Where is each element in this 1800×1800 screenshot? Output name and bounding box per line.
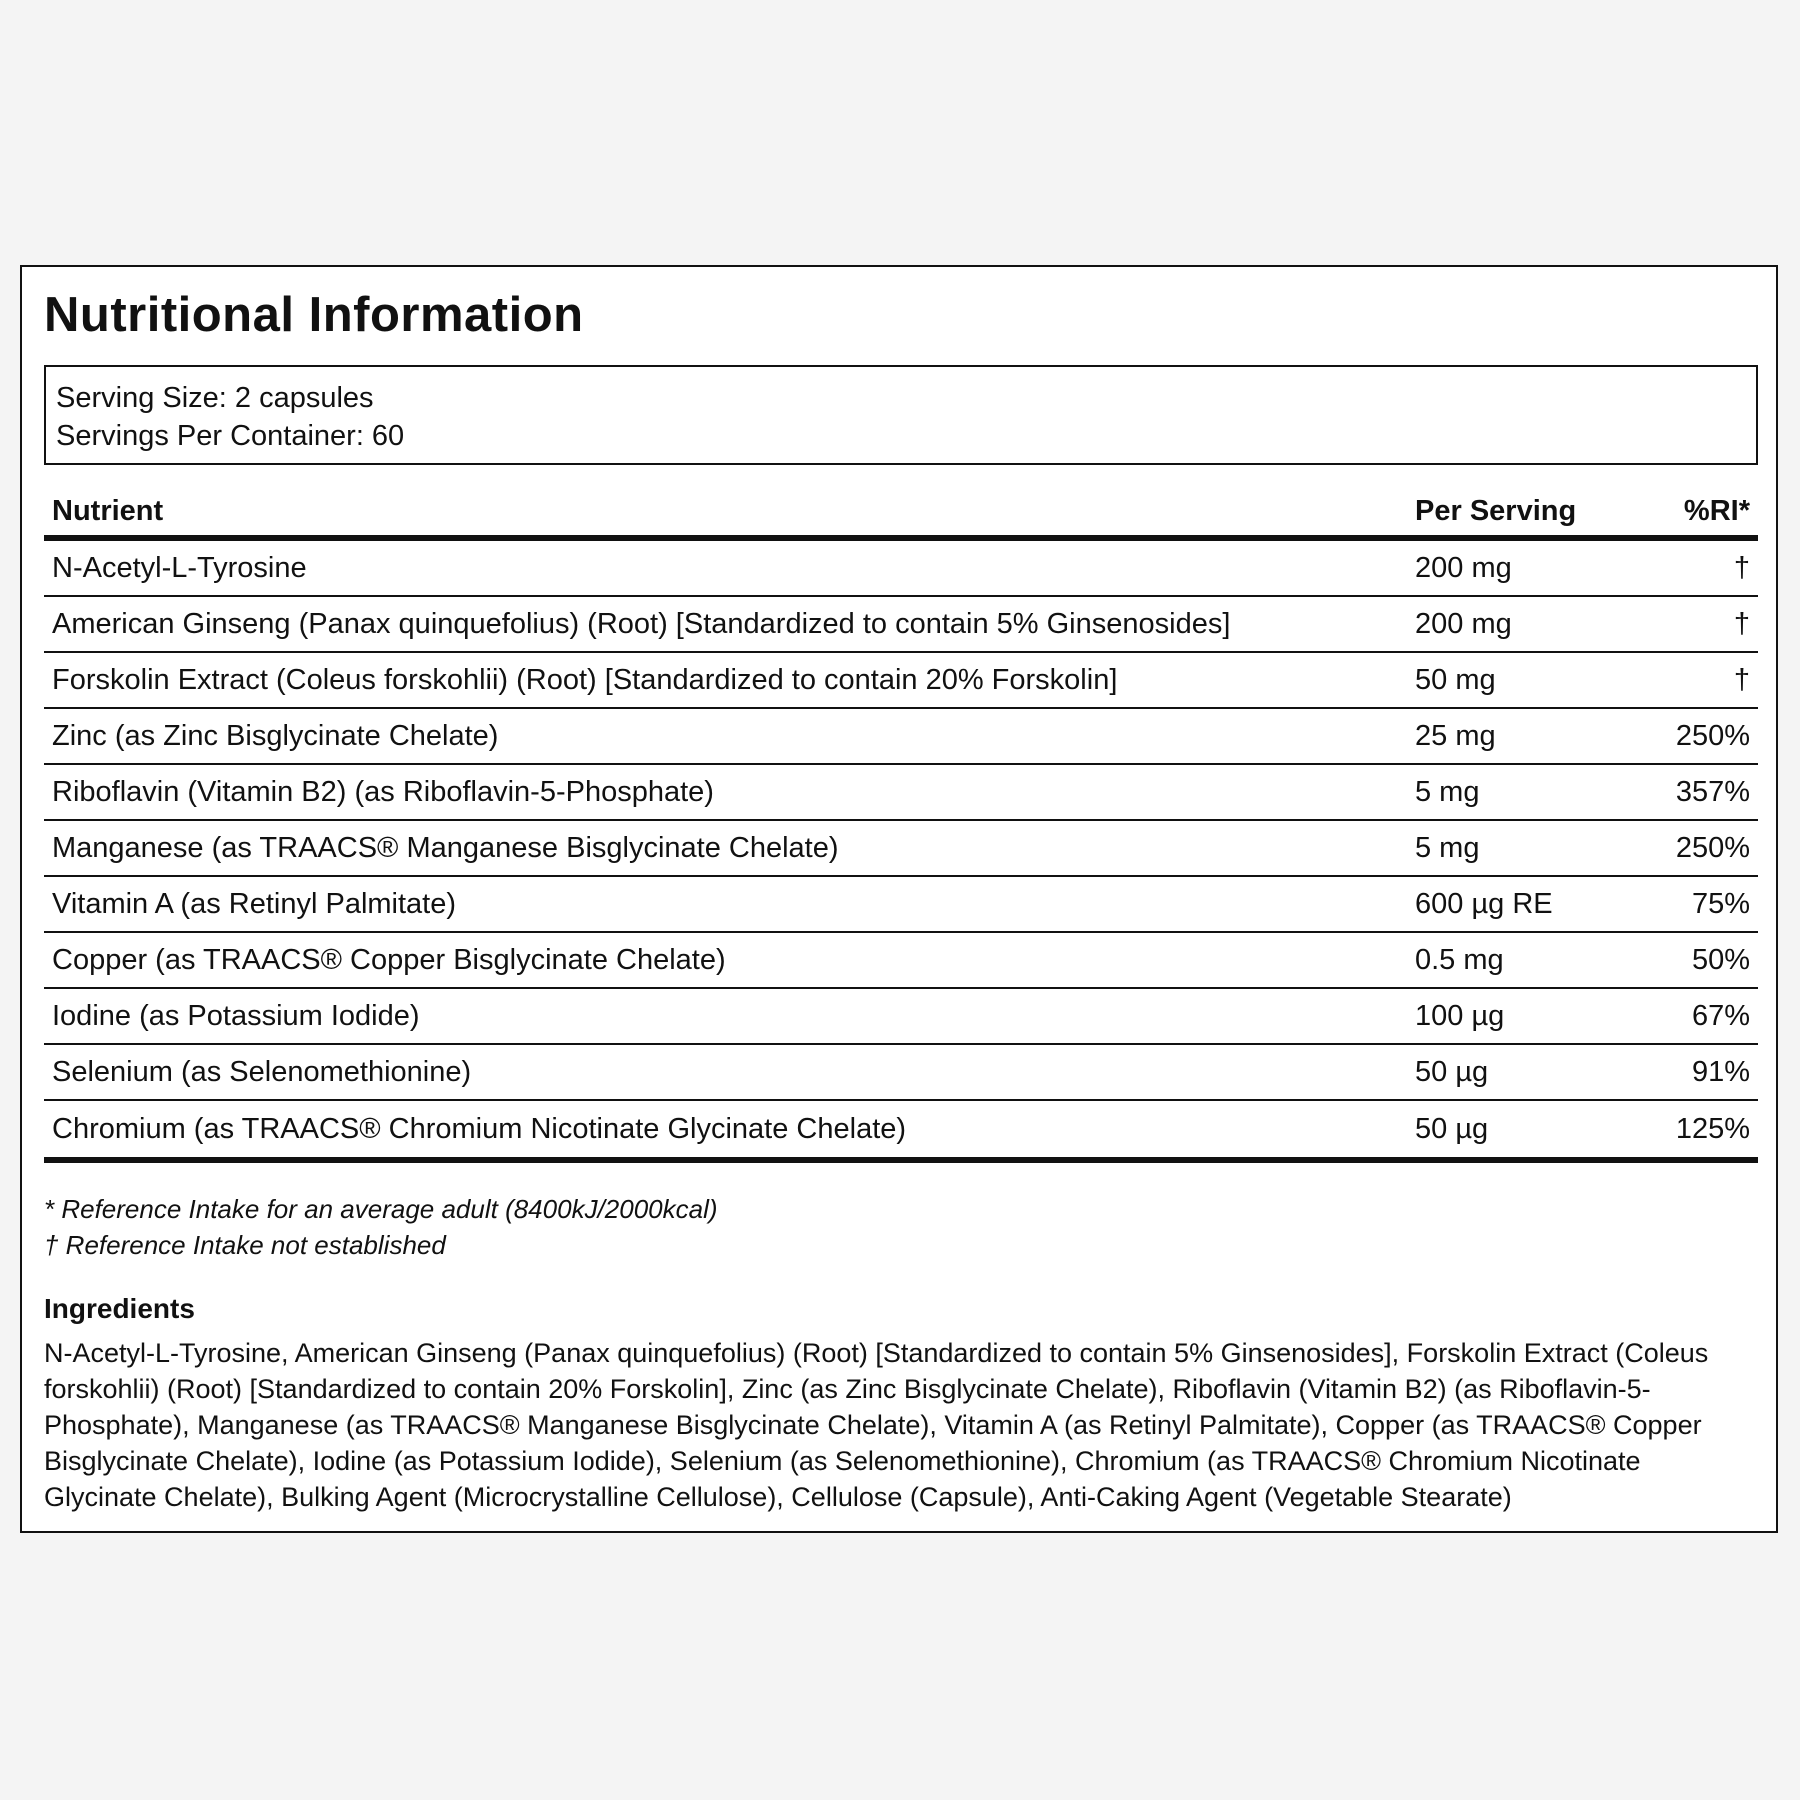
nutrient-name: Iodine (as Potassium Iodide) [52,999,420,1032]
footnotes [44,1191,718,1263]
table-row [44,1045,1758,1101]
table-header-row [44,487,1758,541]
nutrient-ri: 250% [1675,831,1750,864]
nutrient-ri: † [1733,607,1750,640]
nutrient-name: N-Acetyl-L-Tyrosine [52,551,307,584]
header-ri: %RI* [1683,494,1750,527]
servings-per-container: Servings Per Container: 60 [56,420,405,452]
table-row [44,597,1758,653]
nutrient-name: Vitamin A (as Retinyl Palmitate) [52,887,457,920]
nutrition-panel [20,265,1778,1533]
nutrient-ri: 250% [1675,719,1750,752]
nutrient-name: Zinc (as Zinc Bisglycinate Chelate) [52,719,499,752]
nutrient-ri: 75% [1691,887,1750,920]
nutrient-name: Riboflavin (Vitamin B2) (as Riboflavin-5-Phosphate) [52,775,714,808]
nutrient-amount: 50 mg [1415,663,1496,696]
header-per-serving: Per Serving [1415,494,1577,527]
footnote-reference-intake: * Reference Intake for an average adult (8400kJ/2000kcal) [44,1194,718,1224]
nutrient-amount: 25 mg [1415,719,1496,752]
ingredients-title: Ingredients [44,1293,195,1324]
nutrient-amount: 50 µg [1415,1112,1489,1145]
nutrient-amount: 5 mg [1415,775,1480,808]
table-row [44,933,1758,989]
nutrient-ri: 67% [1691,999,1750,1032]
serving-size: Serving Size: 2 capsules [56,382,374,414]
nutrient-ri: 50% [1691,943,1750,976]
nutrient-amount: 0.5 mg [1415,943,1504,976]
ingredients-text: N-Acetyl-L-Tyrosine, American Ginseng (Panax quinquefolius) (Root) [Standardized to contain 5% Ginsenosides], Forskolin Extract (Coleus forskohlii) (Root) [Standardized to contain 20% Forskolin], Zinc (as Zinc Bisglycinate Chelate), Riboflavin (Vitamin B2) (as Riboflavin-5-Phosphate), Manganese (as TRAACS® Manganese Bisglycinate Chelate), Vitamin A (as Retinyl Palmitate), Copper (as TRAACS® Copper Bisglycinate Chelate), Iodine (as Potassium Iodide), Selenium (as Selenomethionine), Chromium (as TRAACS® Chromium Nicotinate Glycinate Chelate), Bulking Agent (Microcrystalline Cellulose), Cellulose (Capsule), Anti-Caking Agent (Vegetable Stearate) [44,1338,1709,1512]
nutrient-amount: 200 mg [1415,551,1512,584]
nutrient-name: Copper (as TRAACS® Copper Bisglycinate Chelate) [52,943,726,976]
footnote-not-established: † Reference Intake not established [44,1230,446,1260]
nutrient-amount: 100 µg [1415,999,1505,1032]
nutrient-name: Forskolin Extract (Coleus forskohlii) (Root) [Standardized to contain 20% Forskolin] [52,663,1118,696]
table-row [44,653,1758,709]
nutrient-amount: 50 µg [1415,1055,1489,1088]
nutrient-table [44,487,1758,1163]
table-row [44,821,1758,877]
page-title: Nutritional Information [44,288,584,342]
nutrient-name: Selenium (as Selenomethionine) [52,1055,472,1088]
nutrient-amount: 600 µg RE [1415,887,1553,920]
nutrient-ri: 125% [1675,1112,1750,1145]
nutrient-ri: 357% [1675,775,1750,808]
table-row [44,989,1758,1045]
header-nutrient: Nutrient [52,494,164,527]
nutrient-amount: 200 mg [1415,607,1512,640]
table-row [44,1101,1758,1163]
serving-info-box [44,365,1758,465]
nutrient-ri: † [1733,663,1750,696]
nutrient-name: Chromium (as TRAACS® Chromium Nicotinate Glycinate Chelate) [52,1112,907,1145]
nutrient-amount: 5 mg [1415,831,1480,864]
nutrient-name: American Ginseng (Panax quinquefolius) (Root) [Standardized to contain 5% Ginsenosides] [52,607,1231,640]
nutrient-ri: † [1733,551,1750,584]
table-row [44,877,1758,933]
table-row [44,765,1758,821]
nutrient-ri: 91% [1691,1055,1750,1088]
table-row [44,541,1758,597]
nutrient-name: Manganese (as TRAACS® Manganese Bisglycinate Chelate) [52,831,839,864]
table-row [44,709,1758,765]
